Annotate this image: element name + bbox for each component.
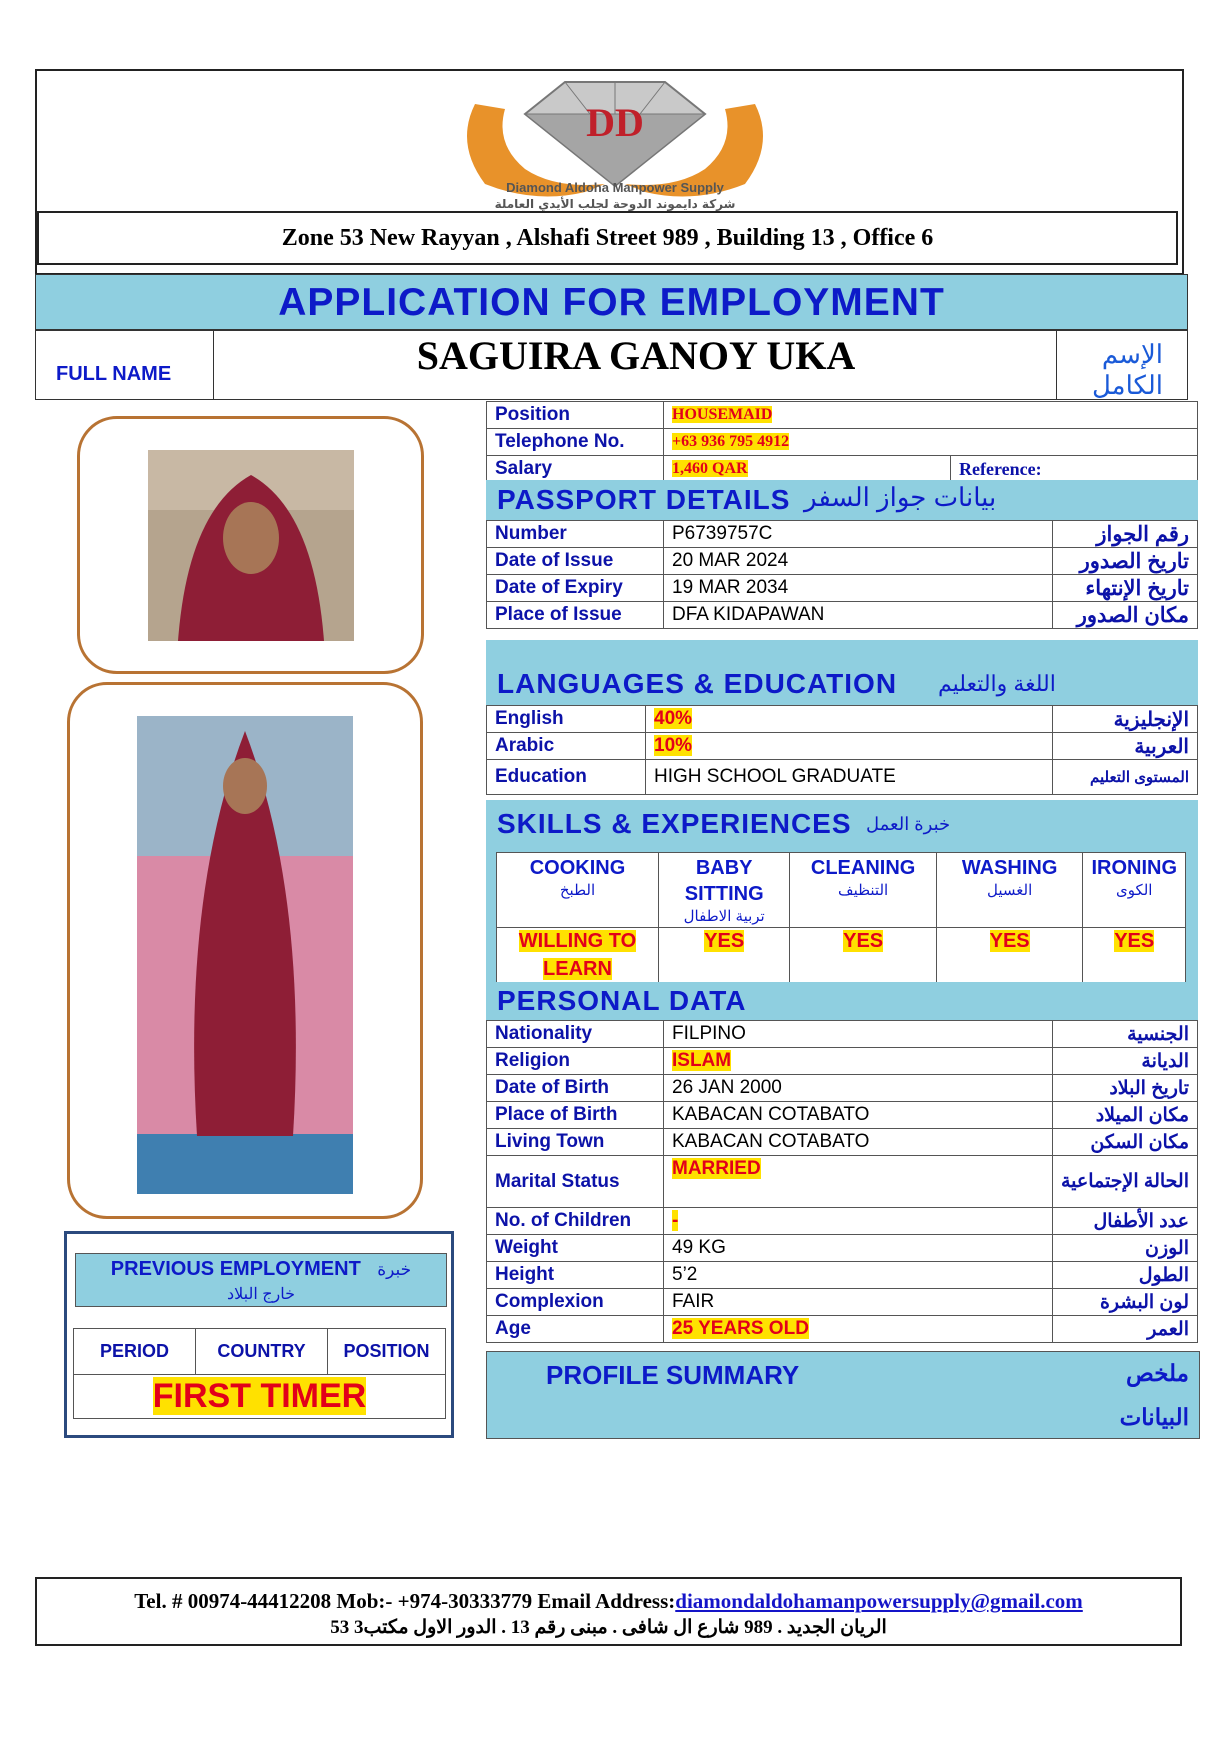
marital-status-value: MARRIED [672,1158,761,1179]
languages-table [486,705,1198,795]
skill-cooking-en: COOKING [529,857,626,879]
date-of-expiry-ar: تاريخ الإنتهاء [1053,575,1198,602]
company-name-en: Diamond Aldoha Manpower Supply [506,180,724,195]
skill-washing-ar: الغسيل [987,882,1033,899]
passport-section-header [486,480,1198,520]
education-label: Education [487,760,646,795]
position-value: HOUSEMAID [672,406,773,423]
passport-title-ar: بيانات جواز السفر [804,482,997,512]
date-of-birth-label: Date of Birth [487,1075,664,1102]
company-name-ar: شركة دايموند الدوحة لجلب الأيدي العاملة [494,197,736,211]
skill-cooking-value-cell [497,928,659,985]
footer-box [35,1577,1182,1646]
marital-status-ar: الحالة الإجتماعية [1053,1156,1198,1208]
arabic-value-cell [646,733,1053,760]
telephone-value: +63 936 795 4912 [672,433,790,450]
company-logo [415,74,815,214]
full-name-label-cell [36,331,214,399]
height-value: 5’2 [664,1262,1053,1289]
previous-employment-title-ar-1: خبرة [377,1260,412,1279]
telephone-value-cell [664,429,1198,456]
english-value: 40% [654,708,693,729]
skill-cleaning-value: YES [843,930,884,952]
full-name-row [35,330,1188,400]
previous-employment-title: PREVIOUS EMPLOYMENT [110,1258,361,1280]
skill-babysitting-en: BABY SITTING [684,857,764,905]
skill-ironing-value-cell [1083,928,1186,985]
previous-employment-value: FIRST TIMER [152,1377,367,1415]
date-of-birth-ar: تاريخ البلاد [1053,1075,1198,1102]
date-of-birth-value: 26 JAN 2000 [664,1075,1053,1102]
weight-ar: الوزن [1053,1235,1198,1262]
skill-cleaning-header [790,853,936,928]
skills-title: SKILLS & EXPERIENCES [497,808,852,839]
english-value-cell [646,706,1053,733]
living-town-value: KABACAN COTABATO [664,1129,1053,1156]
full-body-photo [137,716,353,1194]
portrait-photo [148,450,354,641]
full-name-value: SAGUIRA GANOY UKA [416,333,856,378]
position-value-cell [664,402,1198,429]
passport-number-value: P6739757C [664,521,1053,548]
salary-label: Salary [487,456,664,483]
english-label: English [487,706,646,733]
place-of-birth-label: Place of Birth [487,1102,664,1129]
marital-status-label: Marital Status [487,1156,664,1208]
marital-status-value-cell [664,1156,1053,1208]
passport-number-ar: رقم الجواز [1053,521,1198,548]
place-of-issue-ar: مكان الصدور [1053,602,1198,629]
skill-cleaning-ar: التنظيف [838,882,889,899]
arabic-value: 10% [654,735,693,756]
full-name-label: FULL NAME [56,363,172,385]
skill-cooking-header [497,853,659,928]
english-ar: الإنجليزية [1053,706,1198,733]
age-ar: العمر [1053,1316,1198,1343]
education-value: HIGH SCHOOL GRADUATE [646,760,1053,795]
skill-ironing-en: IRONING [1091,857,1177,879]
position-label: Position [487,402,664,429]
profile-summary-box [486,1351,1200,1439]
nationality-ar: الجنسية [1053,1021,1198,1048]
passport-number-label: Number [487,521,664,548]
profile-summary-title: PROFILE SUMMARY [546,1360,800,1390]
date-of-issue-label: Date of Issue [487,548,664,575]
passport-title: PASSPORT DETAILS [497,484,791,515]
children-ar: عدد الأطفال [1053,1208,1198,1235]
date-of-issue-value: 20 MAR 2024 [664,548,1053,575]
arabic-label: Arabic [487,733,646,760]
job-table [486,401,1198,483]
previous-employment-value-cell [74,1375,446,1419]
skill-ironing-value: YES [1114,930,1155,952]
col-period: PERIOD [74,1329,196,1375]
personal-section-header [486,982,1198,1020]
religion-value-cell [664,1048,1053,1075]
profile-summary-title-ar-1: ملخص [1126,1360,1189,1386]
education-ar: المستوى التعليم [1053,760,1198,795]
footer-contact: Tel. # 00974-44412208 Mob:- +974-30333779 Email Address: [134,1589,676,1613]
children-value-cell [664,1208,1053,1235]
skill-babysitting-value-cell [658,928,789,985]
passport-table [486,520,1198,629]
skill-babysitting-value: YES [704,930,745,952]
languages-section-header [486,640,1198,705]
col-country: COUNTRY [196,1329,328,1375]
skill-babysitting-header [658,853,789,928]
religion-label: Religion [487,1048,664,1075]
skills-title-ar: خبرة العمل [866,814,951,834]
nationality-value: FILPINO [664,1021,1053,1048]
previous-employment-box [64,1231,454,1438]
skills-table [496,852,1186,985]
children-label: No. of Children [487,1208,664,1235]
skill-babysitting-ar: تربية الاطفال [683,908,765,925]
skills-section-header [486,800,1198,850]
weight-label: Weight [487,1235,664,1262]
place-of-issue-label: Place of Issue [487,602,664,629]
place-of-issue-value: DFA KIDAPAWAN [664,602,1053,629]
salary-value: 1,460 QAR [672,460,748,477]
previous-employment-title-ar-2: خارج البلاد [226,1286,296,1303]
skill-washing-header [936,853,1083,928]
company-address: Zone 53 New Rayyan , Alshafi Street 989 , Building 13 , Office 6 [37,211,1178,265]
skill-cleaning-en: CLEANING [810,857,916,879]
profile-summary-title-ar-2: البيانات [1119,1404,1189,1430]
footer-contact-line [37,1589,1180,1614]
date-of-expiry-value: 19 MAR 2034 [664,575,1053,602]
previous-employment-header [75,1253,447,1307]
languages-title-ar: اللغة والتعليم [938,671,1056,696]
age-value-cell [664,1316,1053,1343]
religion-ar: الديانة [1053,1048,1198,1075]
complexion-ar: لون البشرة [1053,1289,1198,1316]
living-town-ar: مكان السكن [1053,1129,1198,1156]
children-value: - [672,1210,679,1231]
skill-cleaning-value-cell [790,928,936,985]
title-bar [35,274,1188,330]
nationality-label: Nationality [487,1021,664,1048]
date-of-issue-ar: تاريخ الصدور [1053,548,1198,575]
telephone-label: Telephone No. [487,429,664,456]
skill-ironing-ar: الكوى [1115,882,1153,899]
place-of-birth-value: KABACAN COTABATO [664,1102,1053,1129]
date-of-expiry-label: Date of Expiry [487,575,664,602]
height-label: Height [487,1262,664,1289]
complexion-value: FAIR [664,1289,1053,1316]
skill-washing-en: WASHING [961,857,1058,879]
full-name-ar-cell [1056,331,1187,399]
personal-title: PERSONAL DATA [497,985,747,1016]
full-name-label-ar: الإسم الكامل [1091,339,1163,400]
footer-email-link[interactable]: diamondaldohamanpowersupply@gmail.com [675,1589,1083,1613]
age-label: Age [487,1316,664,1343]
skill-washing-value-cell [936,928,1083,985]
page-title: APPLICATION FOR EMPLOYMENT [278,281,945,324]
arabic-ar: العربية [1053,733,1198,760]
place-of-birth-ar: مكان الميلاد [1053,1102,1198,1129]
living-town-label: Living Town [487,1129,664,1156]
salary-value-cell [664,456,951,483]
footer-address-ar: 53 الريان الجديد . 989 شارع ال شافى . مبنى رقم 13 . الدور الاول مكتب3 [330,1617,887,1638]
height-ar: الطول [1053,1262,1198,1289]
languages-title: LANGUAGES & EDUCATION [497,668,898,699]
reference-label: Reference: [951,456,1198,483]
weight-value: 49 KG [664,1235,1053,1262]
col-position: POSITION [328,1329,446,1375]
skill-cooking-value: WILLING TO LEARN [518,930,637,980]
skill-washing-value: YES [989,930,1030,952]
personal-table [486,1020,1198,1343]
complexion-label: Complexion [487,1289,664,1316]
previous-employment-table [73,1328,446,1419]
skill-cooking-ar: الطبخ [559,882,596,899]
religion-value: ISLAM [672,1050,732,1071]
logo-letters: DD [586,100,644,145]
skill-ironing-header [1083,853,1186,928]
age-value: 25 YEARS OLD [672,1318,809,1339]
